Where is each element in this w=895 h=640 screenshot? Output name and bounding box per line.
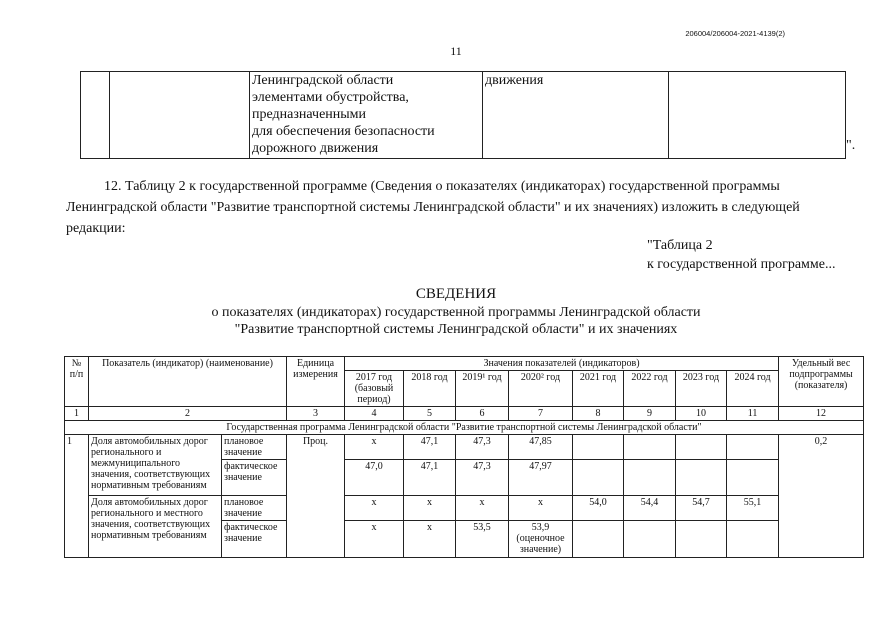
year-header: 2021 год	[573, 371, 624, 407]
continued-table	[80, 71, 846, 159]
paragraph-12: 12. Таблицу 2 к государственной программе (Сведения о показателях (индикаторах) государственной программы Ленинградской области "Развитие транспортной системы Ленинградской области" и их значениях) изложить в следующей редакции:	[66, 179, 800, 236]
closing-quote: ".	[846, 138, 856, 153]
table-row: Доля автомобильных дорог регионального и местного значения, соответствующих нормативным требованиям плановое значение х х х х 54,0 54,4 54,7 55,1	[65, 496, 864, 521]
header-values: Значения показателей (индикаторов)	[345, 357, 779, 371]
fact-label: фактическое значение	[222, 521, 287, 558]
table-row: 1 Доля автомобильных дорог регионального и межмуниципального значения, соответствующих нормативным требованиям плановое значение Проц. х 47,1 47,3 47,85 0,2	[65, 435, 864, 460]
header-indicator: Показатель (индикатор) (наименование)	[89, 357, 287, 407]
header-weight: Удельный вес подпрограммы (показателя)	[779, 357, 864, 407]
indicator-name: Доля автомобильных дорог регионального и межмуниципального значения, соответствующих нормативным требованиям	[89, 435, 222, 496]
unit-cell: Проц.	[287, 435, 345, 558]
section-row: Государственная программа Ленинградской области "Развитие транспортной системы Ленинградской области"	[65, 421, 864, 435]
indicators-table	[64, 356, 864, 558]
document-id: 206004/206004-2021-4139(2)	[685, 29, 785, 38]
year-header: 2019¹ год	[456, 371, 509, 407]
continued-cell-movement: движения	[483, 72, 669, 159]
continued-cell-text: Ленинградской области элементами обустройства, предназначенными для обеспечения безопасности дорожного движения	[250, 72, 483, 159]
year-header: 2017 год (базовый период)	[345, 371, 404, 407]
page-number: 11	[450, 44, 462, 58]
table-reference: "Таблица 2 к государственной программе...	[647, 238, 836, 272]
year-header: 2024 год	[727, 371, 779, 407]
table-title: СВЕДЕНИЯ	[415, 286, 497, 302]
table-row: фактическое значение 47,0 47,1 47,3 47,97	[65, 460, 864, 496]
header-num: № п/п	[65, 357, 89, 407]
table-subtitle: о показателях (индикаторах) государственной программы Ленинградской области "Развитие транспортной системы Ленинградской области" и их значениях	[211, 305, 701, 337]
header-unit: Единица измерения	[287, 357, 345, 407]
table-row: фактическое значение х х 53,5 53,9 (оценочное значение)	[65, 521, 864, 558]
fact-label: фактическое значение	[222, 460, 287, 496]
column-number-row: 1 2 3 4 5 6 7 8 9 10 11 12	[65, 407, 864, 421]
year-header: 2022 год	[624, 371, 676, 407]
weight-cell: 0,2	[779, 435, 864, 558]
year-header: 2020² год	[509, 371, 573, 407]
year-header: 2018 год	[404, 371, 456, 407]
plan-label: плановое значение	[222, 496, 287, 521]
plan-label: плановое значение	[222, 435, 287, 460]
row-number: 1	[65, 435, 89, 558]
indicator-name: Доля автомобильных дорог регионального и местного значения, соответствующих нормативным требованиям	[89, 496, 222, 558]
year-header: 2023 год	[676, 371, 727, 407]
